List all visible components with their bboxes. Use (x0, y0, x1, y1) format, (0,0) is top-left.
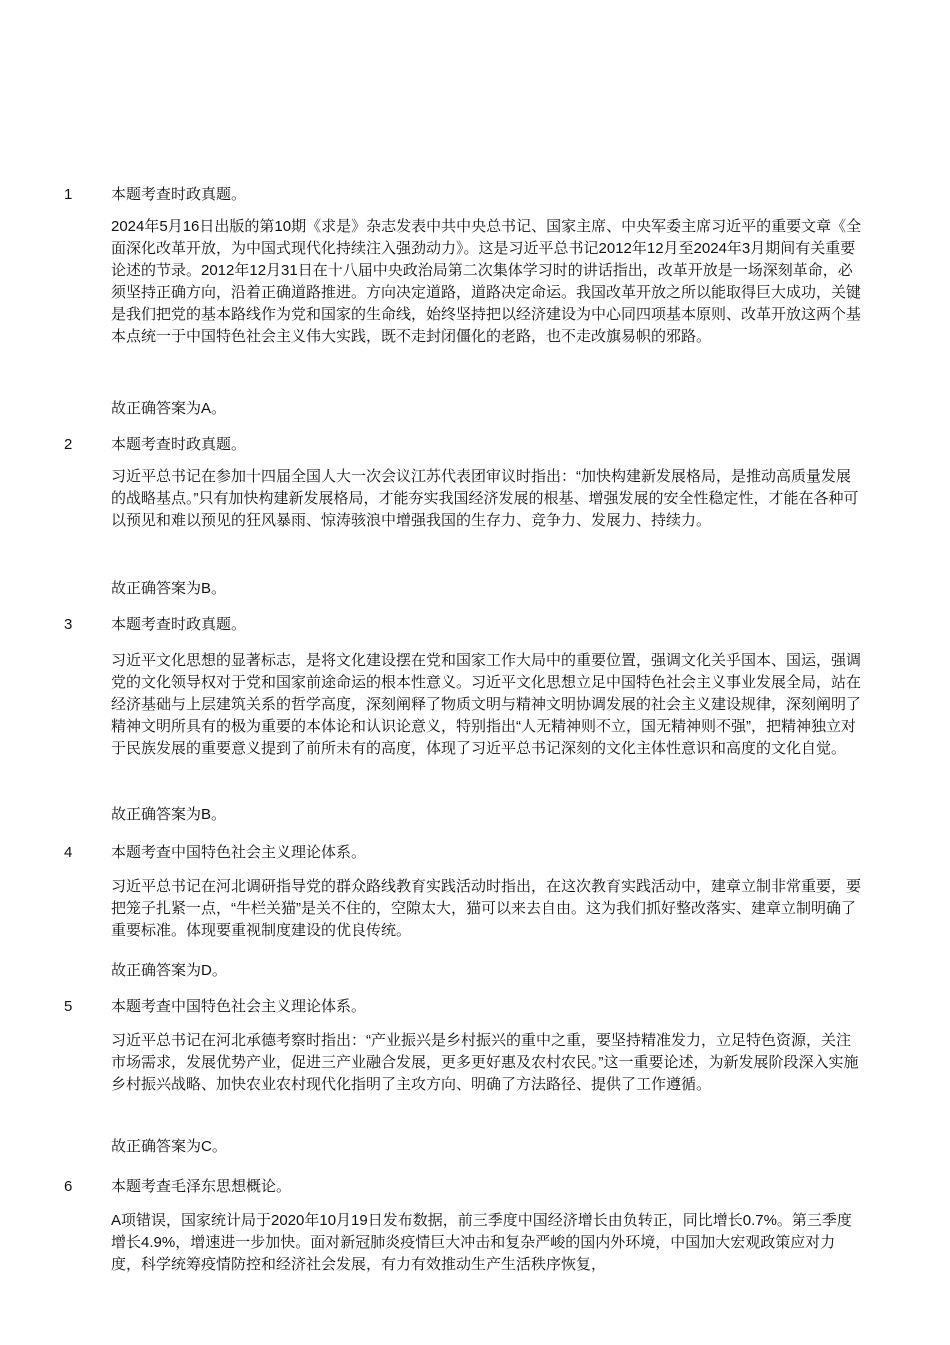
correct-answer: 故正确答案为B。 (111, 806, 227, 823)
question-topic: 本题考查毛泽东思想概论。 (111, 1178, 292, 1195)
question-explanation: 习近平总书记在参加十四届全国人大一次会议江苏代表团审议时指出：“加快构建新发展格局，是推动高质量发展的战略基点。”只有加快构建新发展格局，才能夯实我国经济发展的根基、增强发展的安全性稳定性，才能在各种可以预见和难以预见的狂风暴雨、惊涛骇浪中增强我国的生存力、竞争力、发展力、持续力。 (111, 468, 859, 529)
question-number: 5 (64, 998, 73, 1015)
correct-answer: 故正确答案为C。 (111, 1138, 227, 1155)
correct-answer: 故正确答案为A。 (111, 400, 227, 417)
question-number: 6 (64, 1178, 73, 1195)
question-number: 4 (64, 844, 73, 861)
question-topic: 本题考查时政真题。 (111, 186, 247, 203)
question-explanation: 习近平总书记在河北调研指导党的群众路线教育实践活动时指出，在这次教育实践活动中，建章立制非常重要，要把笼子扎紧一点，“牛栏关猫”是关不住的，空隙太大，猫可以来去自由。这为我们抓好整改落实、建章立制明确了重要标准。体现要重视制度建设的优良传统。 (111, 878, 862, 939)
question-topic: 本题考查中国特色社会主义理论体系。 (111, 998, 367, 1015)
question-topic: 本题考查时政真题。 (111, 616, 247, 633)
question-explanation: 2024年5月16日出版的第10期《求是》杂志发表中共中央总书记、国家主席、中央军委主席习近平的重要文章《全面深化改革开放，为中国式现代化持续注入强劲动力》。这是习近平总书记2012年12月至2024年3月期间有关重要论述的节录。2012年12月31日在十八届中央政治局第二次集体学习时的讲话指出，改革开放是一场深刻革命，必须坚持正确方向，沿着正确道路推进。方向决定道路，道路决定命运。我国改革开放之所以能取得巨大成功，关键是我们把党的基本路线作为党和国家的生命线，始终坚持把以经济建设为中心同四项基本原则、改革开放这两个基本点统一于中国特色社会主义伟大实践，既不走封闭僵化的老路，也不走改旗易帜的邪路。 (111, 218, 862, 345)
correct-answer: 故正确答案为D。 (111, 962, 227, 979)
question-explanation: 习近平文化思想的显著标志，是将文化建设摆在党和国家工作大局中的重要位置，强调文化关乎国本、国运，强调党的文化领导权对于党和国家前途命运的根本性意义。习近平文化思想立足中国特色社会主义事业发展全局，站在经济基础与上层建筑关系的哲学高度，深刻阐释了物质文明与精神文明协调发展的社会主义建设规律，深刻阐明了精神文明所具有的极为重要的本体论和认识论意义，特别指出“人无精神则不立，国无精神则不强”，把精神独立对于民族发展的重要意义提到了前所未有的高度，体现了习近平总书记深刻的文化主体性意识和高度的文化自觉。 (111, 652, 862, 757)
question-topic: 本题考查中国特色社会主义理论体系。 (111, 844, 367, 861)
question-topic: 本题考查时政真题。 (111, 436, 247, 453)
question-number: 2 (64, 436, 73, 453)
question-number: 1 (64, 186, 73, 203)
question-explanation: 习近平总书记在河北承德考察时指出：“产业振兴是乡村振兴的重中之重，要坚持精准发力，立足特色资源，关注市场需求，发展优势产业，促进三产业融合发展，更多更好惠及农村农民。”这一重要论述，为新发展阶段深入实施乡村振兴战略、加快农业农村现代化指明了主攻方向、明确了方法路径、提供了工作遵循。 (111, 1032, 859, 1093)
correct-answer: 故正确答案为B。 (111, 580, 227, 597)
question-number: 3 (64, 616, 73, 633)
question-explanation: A项错误，国家统计局于2020年10月19日发布数据，前三季度中国经济增长由负转正，同比增长0.7%。第三季度增长4.9%，增速进一步加快。面对新冠肺炎疫情巨大冲击和复杂严峻的国内外环境，中国加大宏观政策应对力度，科学统筹疫情防控和经济社会发展，有力有效推动生产生活秩序恢复， (111, 1212, 852, 1273)
